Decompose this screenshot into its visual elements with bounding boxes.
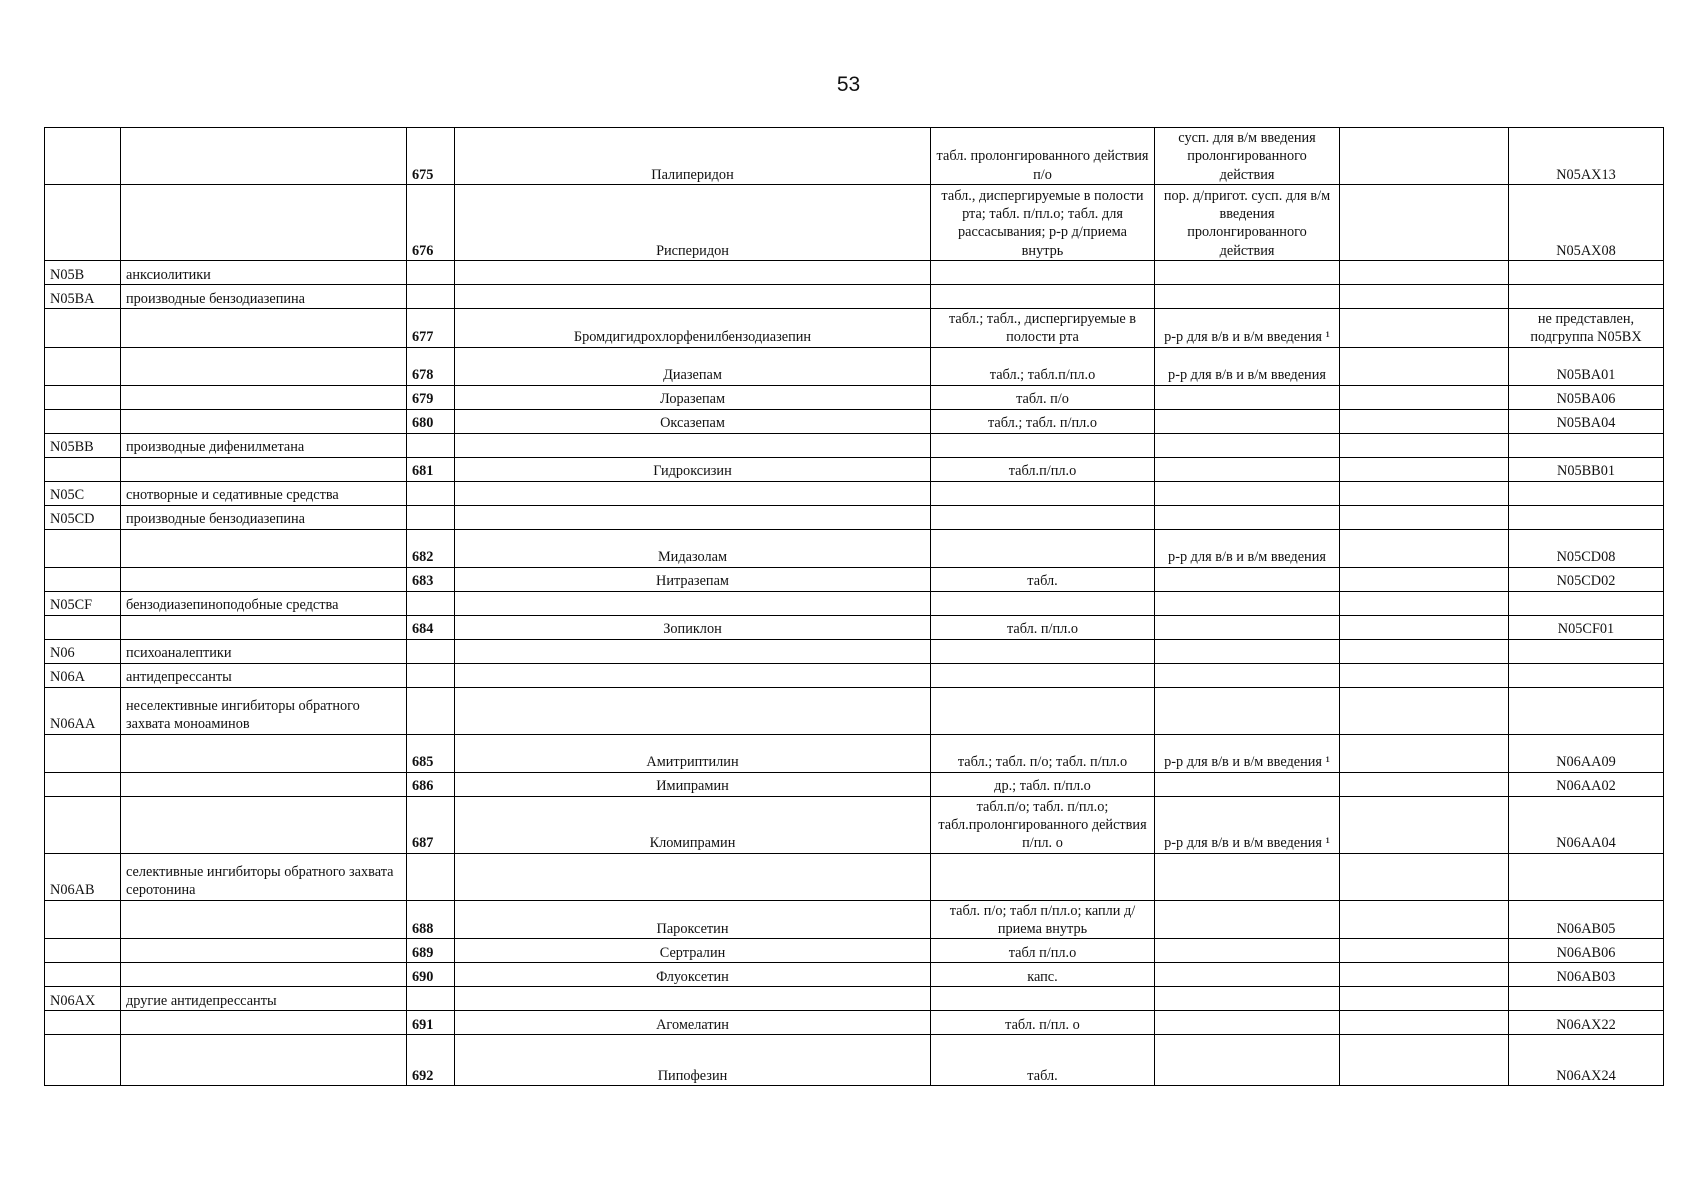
row-number-cell: 681	[407, 457, 455, 481]
table-row	[45, 663, 1664, 687]
drug-name-cell: Имипрамин	[455, 772, 931, 796]
injection-form-cell	[1155, 687, 1340, 734]
injection-form-cell	[1155, 639, 1340, 663]
atc-group-code-cell: N05BA	[45, 285, 121, 309]
oral-form-cell: табл.; табл.п/пл.о	[931, 347, 1155, 385]
drug-name-cell	[455, 853, 931, 900]
table-row	[45, 481, 1664, 505]
atc-group-code-cell: N06A	[45, 663, 121, 687]
injection-form-cell	[1155, 1035, 1340, 1086]
group-name-cell: анксиолитики	[121, 261, 407, 285]
table-row	[45, 347, 1664, 385]
row-number-cell: 684	[407, 615, 455, 639]
drug-name-cell: Зопиклон	[455, 615, 931, 639]
extra-cell	[1340, 347, 1509, 385]
group-name-cell: психоаналептики	[121, 639, 407, 663]
oral-form-cell: табл.	[931, 567, 1155, 591]
injection-form-cell	[1155, 987, 1340, 1011]
group-name-cell	[121, 409, 407, 433]
atc-group-code-cell	[45, 409, 121, 433]
table-row	[45, 128, 1664, 185]
group-name-cell	[121, 796, 407, 853]
extra-cell	[1340, 261, 1509, 285]
atc-group-code-cell	[45, 309, 121, 348]
group-name-cell: производные бензодиазепина	[121, 505, 407, 529]
row-number-cell: 683	[407, 567, 455, 591]
atc-group-code-cell	[45, 772, 121, 796]
group-name-cell: снотворные и седативные средства	[121, 481, 407, 505]
drug-name-cell: Агомелатин	[455, 1011, 931, 1035]
group-name-cell: селективные ингибиторы обратного захвата серотонина	[121, 853, 407, 900]
table-row	[45, 987, 1664, 1011]
atc-group-code-cell: N05B	[45, 261, 121, 285]
extra-cell	[1340, 663, 1509, 687]
atc-group-code-cell	[45, 963, 121, 987]
extra-cell	[1340, 409, 1509, 433]
atc-group-code-cell: N06AA	[45, 687, 121, 734]
row-number-cell	[407, 591, 455, 615]
group-name-cell	[121, 128, 407, 185]
oral-form-cell	[931, 481, 1155, 505]
table-row	[45, 1035, 1664, 1086]
row-number-cell	[407, 261, 455, 285]
atc-code-cell: N06AB03	[1509, 963, 1664, 987]
row-number-cell	[407, 505, 455, 529]
atc-code-cell	[1509, 987, 1664, 1011]
extra-cell	[1340, 1011, 1509, 1035]
group-name-cell	[121, 939, 407, 963]
drug-name-cell	[455, 285, 931, 309]
atc-group-code-cell	[45, 128, 121, 185]
drug-name-cell	[455, 505, 931, 529]
extra-cell	[1340, 567, 1509, 591]
injection-form-cell	[1155, 772, 1340, 796]
atc-group-code-cell	[45, 796, 121, 853]
atc-group-code-cell: N06	[45, 639, 121, 663]
row-number-cell	[407, 853, 455, 900]
injection-form-cell	[1155, 939, 1340, 963]
group-name-cell	[121, 567, 407, 591]
row-number-cell: 677	[407, 309, 455, 348]
injection-form-cell	[1155, 853, 1340, 900]
row-number-cell: 680	[407, 409, 455, 433]
table-row	[45, 591, 1664, 615]
atc-group-code-cell	[45, 567, 121, 591]
row-number-cell: 682	[407, 529, 455, 567]
table-row	[45, 285, 1664, 309]
injection-form-cell	[1155, 261, 1340, 285]
injection-form-cell	[1155, 385, 1340, 409]
atc-code-cell: N05CF01	[1509, 615, 1664, 639]
injection-form-cell	[1155, 285, 1340, 309]
atc-code-cell: N05AX13	[1509, 128, 1664, 185]
drug-name-cell: Флуоксетин	[455, 963, 931, 987]
oral-form-cell: табл.; табл. п/пл.о	[931, 409, 1155, 433]
extra-cell	[1340, 385, 1509, 409]
drug-name-cell	[455, 261, 931, 285]
extra-cell	[1340, 481, 1509, 505]
atc-code-cell: N05BB01	[1509, 457, 1664, 481]
extra-cell	[1340, 796, 1509, 853]
injection-form-cell: р-р для в/в и в/м введения ¹	[1155, 734, 1340, 772]
oral-form-cell	[931, 529, 1155, 567]
oral-form-cell	[931, 853, 1155, 900]
group-name-cell	[121, 615, 407, 639]
row-number-cell: 675	[407, 128, 455, 185]
group-name-cell	[121, 529, 407, 567]
drug-name-cell: Нитразепам	[455, 567, 931, 591]
atc-code-cell: N05AX08	[1509, 185, 1664, 261]
drug-name-cell: Пароксетин	[455, 900, 931, 939]
injection-form-cell	[1155, 409, 1340, 433]
table-row	[45, 457, 1664, 481]
extra-cell	[1340, 615, 1509, 639]
atc-code-cell: N06AB06	[1509, 939, 1664, 963]
group-name-cell	[121, 457, 407, 481]
extra-cell	[1340, 963, 1509, 987]
oral-form-cell: табл.	[931, 1035, 1155, 1086]
group-name-cell	[121, 1035, 407, 1086]
group-name-cell: бензодиазепиноподобные средства	[121, 591, 407, 615]
atc-code-cell	[1509, 687, 1664, 734]
atc-group-code-cell	[45, 385, 121, 409]
atc-group-code-cell: N06AB	[45, 853, 121, 900]
table-row	[45, 687, 1664, 734]
drug-name-cell: Пипофезин	[455, 1035, 931, 1086]
extra-cell	[1340, 734, 1509, 772]
row-number-cell: 692	[407, 1035, 455, 1086]
table-row	[45, 796, 1664, 853]
atc-code-cell: N06AA02	[1509, 772, 1664, 796]
injection-form-cell	[1155, 1011, 1340, 1035]
row-number-cell	[407, 433, 455, 457]
row-number-cell	[407, 687, 455, 734]
table-row	[45, 853, 1664, 900]
drug-name-cell: Кломипрамин	[455, 796, 931, 853]
row-number-cell	[407, 987, 455, 1011]
extra-cell	[1340, 853, 1509, 900]
row-number-cell: 676	[407, 185, 455, 261]
row-number-cell: 691	[407, 1011, 455, 1035]
extra-cell	[1340, 285, 1509, 309]
atc-code-cell: N06AX22	[1509, 1011, 1664, 1035]
extra-cell	[1340, 772, 1509, 796]
extra-cell	[1340, 128, 1509, 185]
oral-form-cell: табл.п/о; табл. п/пл.о; табл.пролонгированного действия п/пл. о	[931, 796, 1155, 853]
table-row	[45, 261, 1664, 285]
drug-name-cell	[455, 639, 931, 663]
extra-cell	[1340, 1035, 1509, 1086]
injection-form-cell	[1155, 433, 1340, 457]
drug-name-cell	[455, 663, 931, 687]
injection-form-cell	[1155, 900, 1340, 939]
atc-group-code-cell: N06AX	[45, 987, 121, 1011]
group-name-cell	[121, 347, 407, 385]
atc-group-code-cell	[45, 529, 121, 567]
oral-form-cell: табл. п/о	[931, 385, 1155, 409]
atc-code-cell	[1509, 285, 1664, 309]
extra-cell	[1340, 900, 1509, 939]
atc-code-cell	[1509, 663, 1664, 687]
injection-form-cell: р-р для в/в и в/м введения	[1155, 347, 1340, 385]
atc-code-cell: N06AA09	[1509, 734, 1664, 772]
row-number-cell: 686	[407, 772, 455, 796]
row-number-cell: 689	[407, 939, 455, 963]
atc-group-code-cell: N05C	[45, 481, 121, 505]
injection-form-cell: пор. д/пригот. сусп. для в/м введения пролонгированного действия	[1155, 185, 1340, 261]
row-number-cell: 687	[407, 796, 455, 853]
table-row	[45, 409, 1664, 433]
table-row	[45, 529, 1664, 567]
drug-name-cell: Бромдигидрохлорфенилбензодиазепин	[455, 309, 931, 348]
oral-form-cell: табл., диспергируемые в полости рта; табл. п/пл.о; табл. для рассасывания; р-р д/приема внутрь	[931, 185, 1155, 261]
atc-group-code-cell	[45, 734, 121, 772]
group-name-cell: производные дифенилметана	[121, 433, 407, 457]
table-row	[45, 567, 1664, 591]
atc-code-cell	[1509, 853, 1664, 900]
atc-code-cell: N05CD08	[1509, 529, 1664, 567]
table-row	[45, 505, 1664, 529]
oral-form-cell: капс.	[931, 963, 1155, 987]
drug-name-cell: Гидроксизин	[455, 457, 931, 481]
atc-code-cell: N05CD02	[1509, 567, 1664, 591]
atc-group-code-cell: N05BB	[45, 433, 121, 457]
atc-code-cell	[1509, 481, 1664, 505]
atc-group-code-cell	[45, 939, 121, 963]
drug-name-cell	[455, 433, 931, 457]
drug-name-cell	[455, 987, 931, 1011]
group-name-cell: производные бензодиазепина	[121, 285, 407, 309]
row-number-cell: 690	[407, 963, 455, 987]
drug-name-cell: Диазепам	[455, 347, 931, 385]
extra-cell	[1340, 505, 1509, 529]
table-row	[45, 309, 1664, 348]
table-row	[45, 615, 1664, 639]
oral-form-cell	[931, 285, 1155, 309]
group-name-cell	[121, 385, 407, 409]
atc-code-cell: N06AA04	[1509, 796, 1664, 853]
oral-form-cell: табл.; табл. п/о; табл. п/пл.о	[931, 734, 1155, 772]
atc-code-cell: N05BA04	[1509, 409, 1664, 433]
row-number-cell: 688	[407, 900, 455, 939]
group-name-cell	[121, 309, 407, 348]
injection-form-cell	[1155, 567, 1340, 591]
oral-form-cell	[931, 987, 1155, 1011]
drug-name-cell: Амитриптилин	[455, 734, 931, 772]
group-name-cell	[121, 1011, 407, 1035]
atc-code-cell: N05BA06	[1509, 385, 1664, 409]
table-row	[45, 1011, 1664, 1035]
drug-name-cell	[455, 687, 931, 734]
injection-form-cell: р-р для в/в и в/м введения ¹	[1155, 309, 1340, 348]
oral-form-cell: табл. п/пл.о	[931, 615, 1155, 639]
group-name-cell	[121, 900, 407, 939]
drug-name-cell	[455, 481, 931, 505]
extra-cell	[1340, 939, 1509, 963]
injection-form-cell	[1155, 663, 1340, 687]
row-number-cell: 685	[407, 734, 455, 772]
oral-form-cell: табл п/пл.о	[931, 939, 1155, 963]
atc-code-cell	[1509, 433, 1664, 457]
table-row	[45, 963, 1664, 987]
atc-group-code-cell: N05CD	[45, 505, 121, 529]
row-number-cell: 679	[407, 385, 455, 409]
table-row	[45, 939, 1664, 963]
drug-list-table	[44, 127, 1664, 1086]
oral-form-cell	[931, 663, 1155, 687]
injection-form-cell	[1155, 481, 1340, 505]
table-row	[45, 185, 1664, 261]
atc-group-code-cell	[45, 347, 121, 385]
extra-cell	[1340, 433, 1509, 457]
drug-name-cell: Рисперидон	[455, 185, 931, 261]
page-number: 53	[836, 73, 861, 96]
atc-code-cell: не представлен, подгруппа N05BX	[1509, 309, 1664, 348]
row-number-cell	[407, 639, 455, 663]
atc-code-cell: N06AX24	[1509, 1035, 1664, 1086]
group-name-cell	[121, 963, 407, 987]
table-row	[45, 639, 1664, 663]
group-name-cell	[121, 734, 407, 772]
row-number-cell	[407, 285, 455, 309]
injection-form-cell: р-р для в/в и в/м введения	[1155, 529, 1340, 567]
oral-form-cell	[931, 505, 1155, 529]
atc-code-cell: N05BA01	[1509, 347, 1664, 385]
table-row	[45, 772, 1664, 796]
injection-form-cell: р-р для в/в и в/м введения ¹	[1155, 796, 1340, 853]
extra-cell	[1340, 529, 1509, 567]
atc-group-code-cell	[45, 1035, 121, 1086]
injection-form-cell	[1155, 963, 1340, 987]
atc-group-code-cell	[45, 185, 121, 261]
drug-name-cell	[455, 591, 931, 615]
atc-group-code-cell	[45, 1011, 121, 1035]
atc-code-cell	[1509, 505, 1664, 529]
extra-cell	[1340, 987, 1509, 1011]
drug-name-cell: Мидазолам	[455, 529, 931, 567]
table-row	[45, 734, 1664, 772]
group-name-cell: другие антидепрессанты	[121, 987, 407, 1011]
row-number-cell	[407, 481, 455, 505]
atc-code-cell	[1509, 639, 1664, 663]
drug-name-cell: Сертралин	[455, 939, 931, 963]
injection-form-cell	[1155, 615, 1340, 639]
atc-group-code-cell	[45, 457, 121, 481]
injection-form-cell	[1155, 457, 1340, 481]
table-row	[45, 385, 1664, 409]
oral-form-cell: табл. п/пл. о	[931, 1011, 1155, 1035]
drug-name-cell: Оксазепам	[455, 409, 931, 433]
extra-cell	[1340, 185, 1509, 261]
oral-form-cell: др.; табл. п/пл.о	[931, 772, 1155, 796]
extra-cell	[1340, 457, 1509, 481]
atc-group-code-cell: N05CF	[45, 591, 121, 615]
group-name-cell: неселективные ингибиторы обратного захвата моноаминов	[121, 687, 407, 734]
atc-code-cell: N06AB05	[1509, 900, 1664, 939]
atc-group-code-cell	[45, 615, 121, 639]
extra-cell	[1340, 687, 1509, 734]
extra-cell	[1340, 309, 1509, 348]
oral-form-cell	[931, 261, 1155, 285]
row-number-cell	[407, 663, 455, 687]
table-row	[45, 900, 1664, 939]
extra-cell	[1340, 639, 1509, 663]
injection-form-cell	[1155, 505, 1340, 529]
table-body	[45, 128, 1664, 1086]
oral-form-cell	[931, 687, 1155, 734]
oral-form-cell: табл.; табл., диспергируемые в полости рта	[931, 309, 1155, 348]
oral-form-cell	[931, 639, 1155, 663]
oral-form-cell: табл. п/о; табл п/пл.о; капли д/приема внутрь	[931, 900, 1155, 939]
oral-form-cell	[931, 433, 1155, 457]
group-name-cell	[121, 185, 407, 261]
table-row	[45, 433, 1664, 457]
atc-group-code-cell	[45, 900, 121, 939]
drug-name-cell: Лоразепам	[455, 385, 931, 409]
row-number-cell: 678	[407, 347, 455, 385]
extra-cell	[1340, 591, 1509, 615]
injection-form-cell	[1155, 591, 1340, 615]
oral-form-cell: табл. пролонгированного действия п/о	[931, 128, 1155, 185]
oral-form-cell	[931, 591, 1155, 615]
oral-form-cell: табл.п/пл.о	[931, 457, 1155, 481]
group-name-cell: антидепрессанты	[121, 663, 407, 687]
atc-code-cell	[1509, 591, 1664, 615]
atc-code-cell	[1509, 261, 1664, 285]
drug-name-cell: Палиперидон	[455, 128, 931, 185]
injection-form-cell: сусп. для в/м введения пролонгированного действия	[1155, 128, 1340, 185]
group-name-cell	[121, 772, 407, 796]
